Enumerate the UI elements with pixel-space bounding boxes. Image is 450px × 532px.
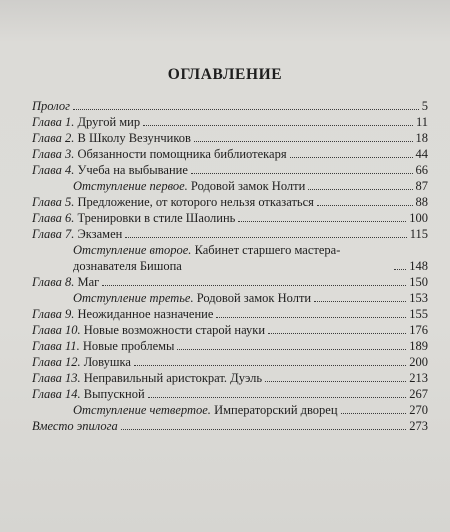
dot-leader — [73, 109, 419, 110]
toc-page-number: 11 — [415, 115, 428, 129]
toc-entry — [32, 162, 428, 178]
toc-entry — [32, 402, 428, 418]
toc-entry-prefix: Глава 3. — [32, 147, 75, 161]
show-through-text — [30, 0, 430, 50]
toc-entry-text: Родовой замок Нолти — [193, 291, 312, 305]
dot-leader — [268, 333, 406, 334]
dot-leader — [177, 349, 406, 350]
toc-page-number: 267 — [409, 387, 428, 401]
toc-entry-prefix: Пролог — [32, 99, 70, 113]
toc-entry-title — [32, 418, 118, 434]
dot-leader — [148, 397, 407, 398]
toc-entry — [32, 274, 428, 290]
toc-entry-title — [32, 146, 287, 162]
toc-entry-text: Обязанности помощника библиотекаря — [74, 147, 287, 161]
toc-entry-prefix: Глава 11. — [32, 339, 80, 353]
toc-entry — [32, 322, 428, 338]
toc-entry — [32, 338, 428, 354]
table-of-contents — [32, 98, 428, 434]
toc-entry-prefix: Глава 10. — [32, 323, 81, 337]
toc-heading: ОГЛАВЛЕНИЕ — [167, 66, 283, 83]
toc-entry-text: Тренировки в стиле Шаолинь — [74, 211, 236, 225]
toc-page-number: 155 — [409, 307, 428, 321]
toc-entry-title — [73, 402, 338, 418]
toc-entry-prefix: Отступление первое. — [73, 179, 188, 193]
toc-entry-title — [32, 130, 191, 146]
dot-leader — [102, 285, 406, 286]
toc-page-number: 273 — [409, 419, 428, 433]
toc-entry-prefix: Вместо эпилога — [32, 419, 118, 433]
toc-entry-prefix: Отступление третье. — [73, 291, 194, 305]
toc-entry — [32, 386, 428, 402]
toc-entry — [32, 418, 428, 434]
dot-leader — [341, 413, 407, 414]
toc-entry-text: Ловушка — [80, 355, 131, 369]
toc-page-number: 5 — [421, 99, 428, 113]
toc-entry-prefix: Глава 5. — [32, 195, 75, 209]
toc-entry — [32, 370, 428, 386]
dot-leader — [265, 381, 406, 382]
toc-entry-title — [32, 338, 174, 354]
toc-entry-title — [73, 178, 305, 194]
toc-entry-text: Предложение, от которого нельзя отказаться — [74, 195, 314, 209]
toc-page-number: 176 — [409, 323, 428, 337]
toc-entry-text: Новые проблемы — [79, 339, 175, 353]
toc-entry-title — [32, 370, 262, 386]
toc-entry-text: Императорский дворец — [210, 403, 338, 417]
toc-entry — [32, 226, 428, 242]
toc-page-number: 87 — [415, 179, 428, 193]
toc-entry-prefix: Глава 13. — [32, 371, 81, 385]
dot-leader — [290, 157, 413, 158]
toc-entry-title — [32, 386, 145, 402]
toc-entry-text: Новые возможности старой науки — [80, 323, 266, 337]
toc-entry — [32, 306, 428, 322]
toc-entry-text: Учеба на выбывание — [74, 163, 188, 177]
toc-entry-text: Выпускной — [80, 387, 145, 401]
toc-page-number: 115 — [409, 227, 428, 241]
toc-entry — [32, 178, 428, 194]
dot-leader — [314, 301, 406, 302]
toc-page-number: 200 — [409, 355, 428, 369]
dot-leader — [317, 205, 413, 206]
toc-entry-title — [32, 354, 131, 370]
dot-leader — [238, 221, 406, 222]
toc-entry-text: В Школу Везунчиков — [74, 131, 191, 145]
toc-entry — [32, 194, 428, 210]
toc-entry-title — [32, 98, 70, 114]
toc-page-number: 270 — [409, 403, 428, 417]
toc-page-number: 100 — [409, 211, 428, 225]
toc-entry-title — [32, 322, 265, 338]
toc-page-number: 88 — [415, 195, 428, 209]
toc-entry-prefix: Глава 6. — [32, 211, 75, 225]
dot-leader — [134, 365, 406, 366]
toc-page-number: 148 — [409, 259, 428, 273]
toc-entry-prefix: Глава 14. — [32, 387, 81, 401]
toc-entry — [32, 354, 428, 370]
toc-entry-title — [32, 114, 140, 130]
toc-entry — [32, 290, 428, 306]
dot-leader — [191, 173, 413, 174]
toc-page-number: 213 — [409, 371, 428, 385]
toc-page-number: 66 — [415, 163, 428, 177]
toc-page-number: 153 — [409, 291, 428, 305]
toc-entry-text: Кабинет старшего мастера-дознавателя Бишопа — [73, 243, 341, 273]
toc-entry — [32, 146, 428, 162]
toc-entry-title — [73, 242, 391, 274]
toc-entry-prefix: Отступление второе. — [73, 243, 192, 257]
toc-entry-prefix: Глава 1. — [32, 115, 75, 129]
toc-entry — [32, 210, 428, 226]
toc-entry — [32, 114, 428, 130]
toc-entry-prefix: Глава 8. — [32, 275, 75, 289]
toc-entry — [32, 130, 428, 146]
toc-page-number: 189 — [409, 339, 428, 353]
toc-entry-title — [32, 226, 122, 242]
dot-leader — [216, 317, 406, 318]
dot-leader — [194, 141, 413, 142]
dot-leader — [121, 429, 406, 430]
toc-entry — [32, 242, 428, 274]
toc-page-number: 150 — [409, 275, 428, 289]
toc-entry-title — [32, 306, 213, 322]
toc-entry-prefix: Глава 2. — [32, 131, 75, 145]
toc-entry-prefix: Отступление четвертое. — [73, 403, 211, 417]
toc-entry-prefix: Глава 4. — [32, 163, 75, 177]
dot-leader — [125, 237, 406, 238]
toc-entry-text: Другой мир — [74, 115, 141, 129]
toc-entry-title — [32, 162, 188, 178]
dot-leader — [394, 269, 406, 270]
toc-entry-prefix: Глава 12. — [32, 355, 81, 369]
toc-entry-text: Экзамен — [74, 227, 123, 241]
toc-entry — [32, 98, 428, 114]
toc-page-number: 18 — [415, 131, 428, 145]
toc-entry-title — [32, 274, 99, 290]
toc-page-number: 44 — [415, 147, 428, 161]
toc-entry-text: Родовой замок Нолти — [187, 179, 306, 193]
toc-entry-text: Неправильный аристократ. Дуэль — [80, 371, 263, 385]
dot-leader — [308, 189, 412, 190]
dot-leader — [143, 125, 413, 126]
toc-entry-title — [32, 194, 314, 210]
toc-entry-title — [73, 290, 311, 306]
toc-entry-prefix: Глава 7. — [32, 227, 75, 241]
toc-entry-text: Маг — [74, 275, 100, 289]
toc-entry-title — [32, 210, 235, 226]
toc-entry-text: Неожиданное назначение — [74, 307, 214, 321]
toc-entry-prefix: Глава 9. — [32, 307, 75, 321]
